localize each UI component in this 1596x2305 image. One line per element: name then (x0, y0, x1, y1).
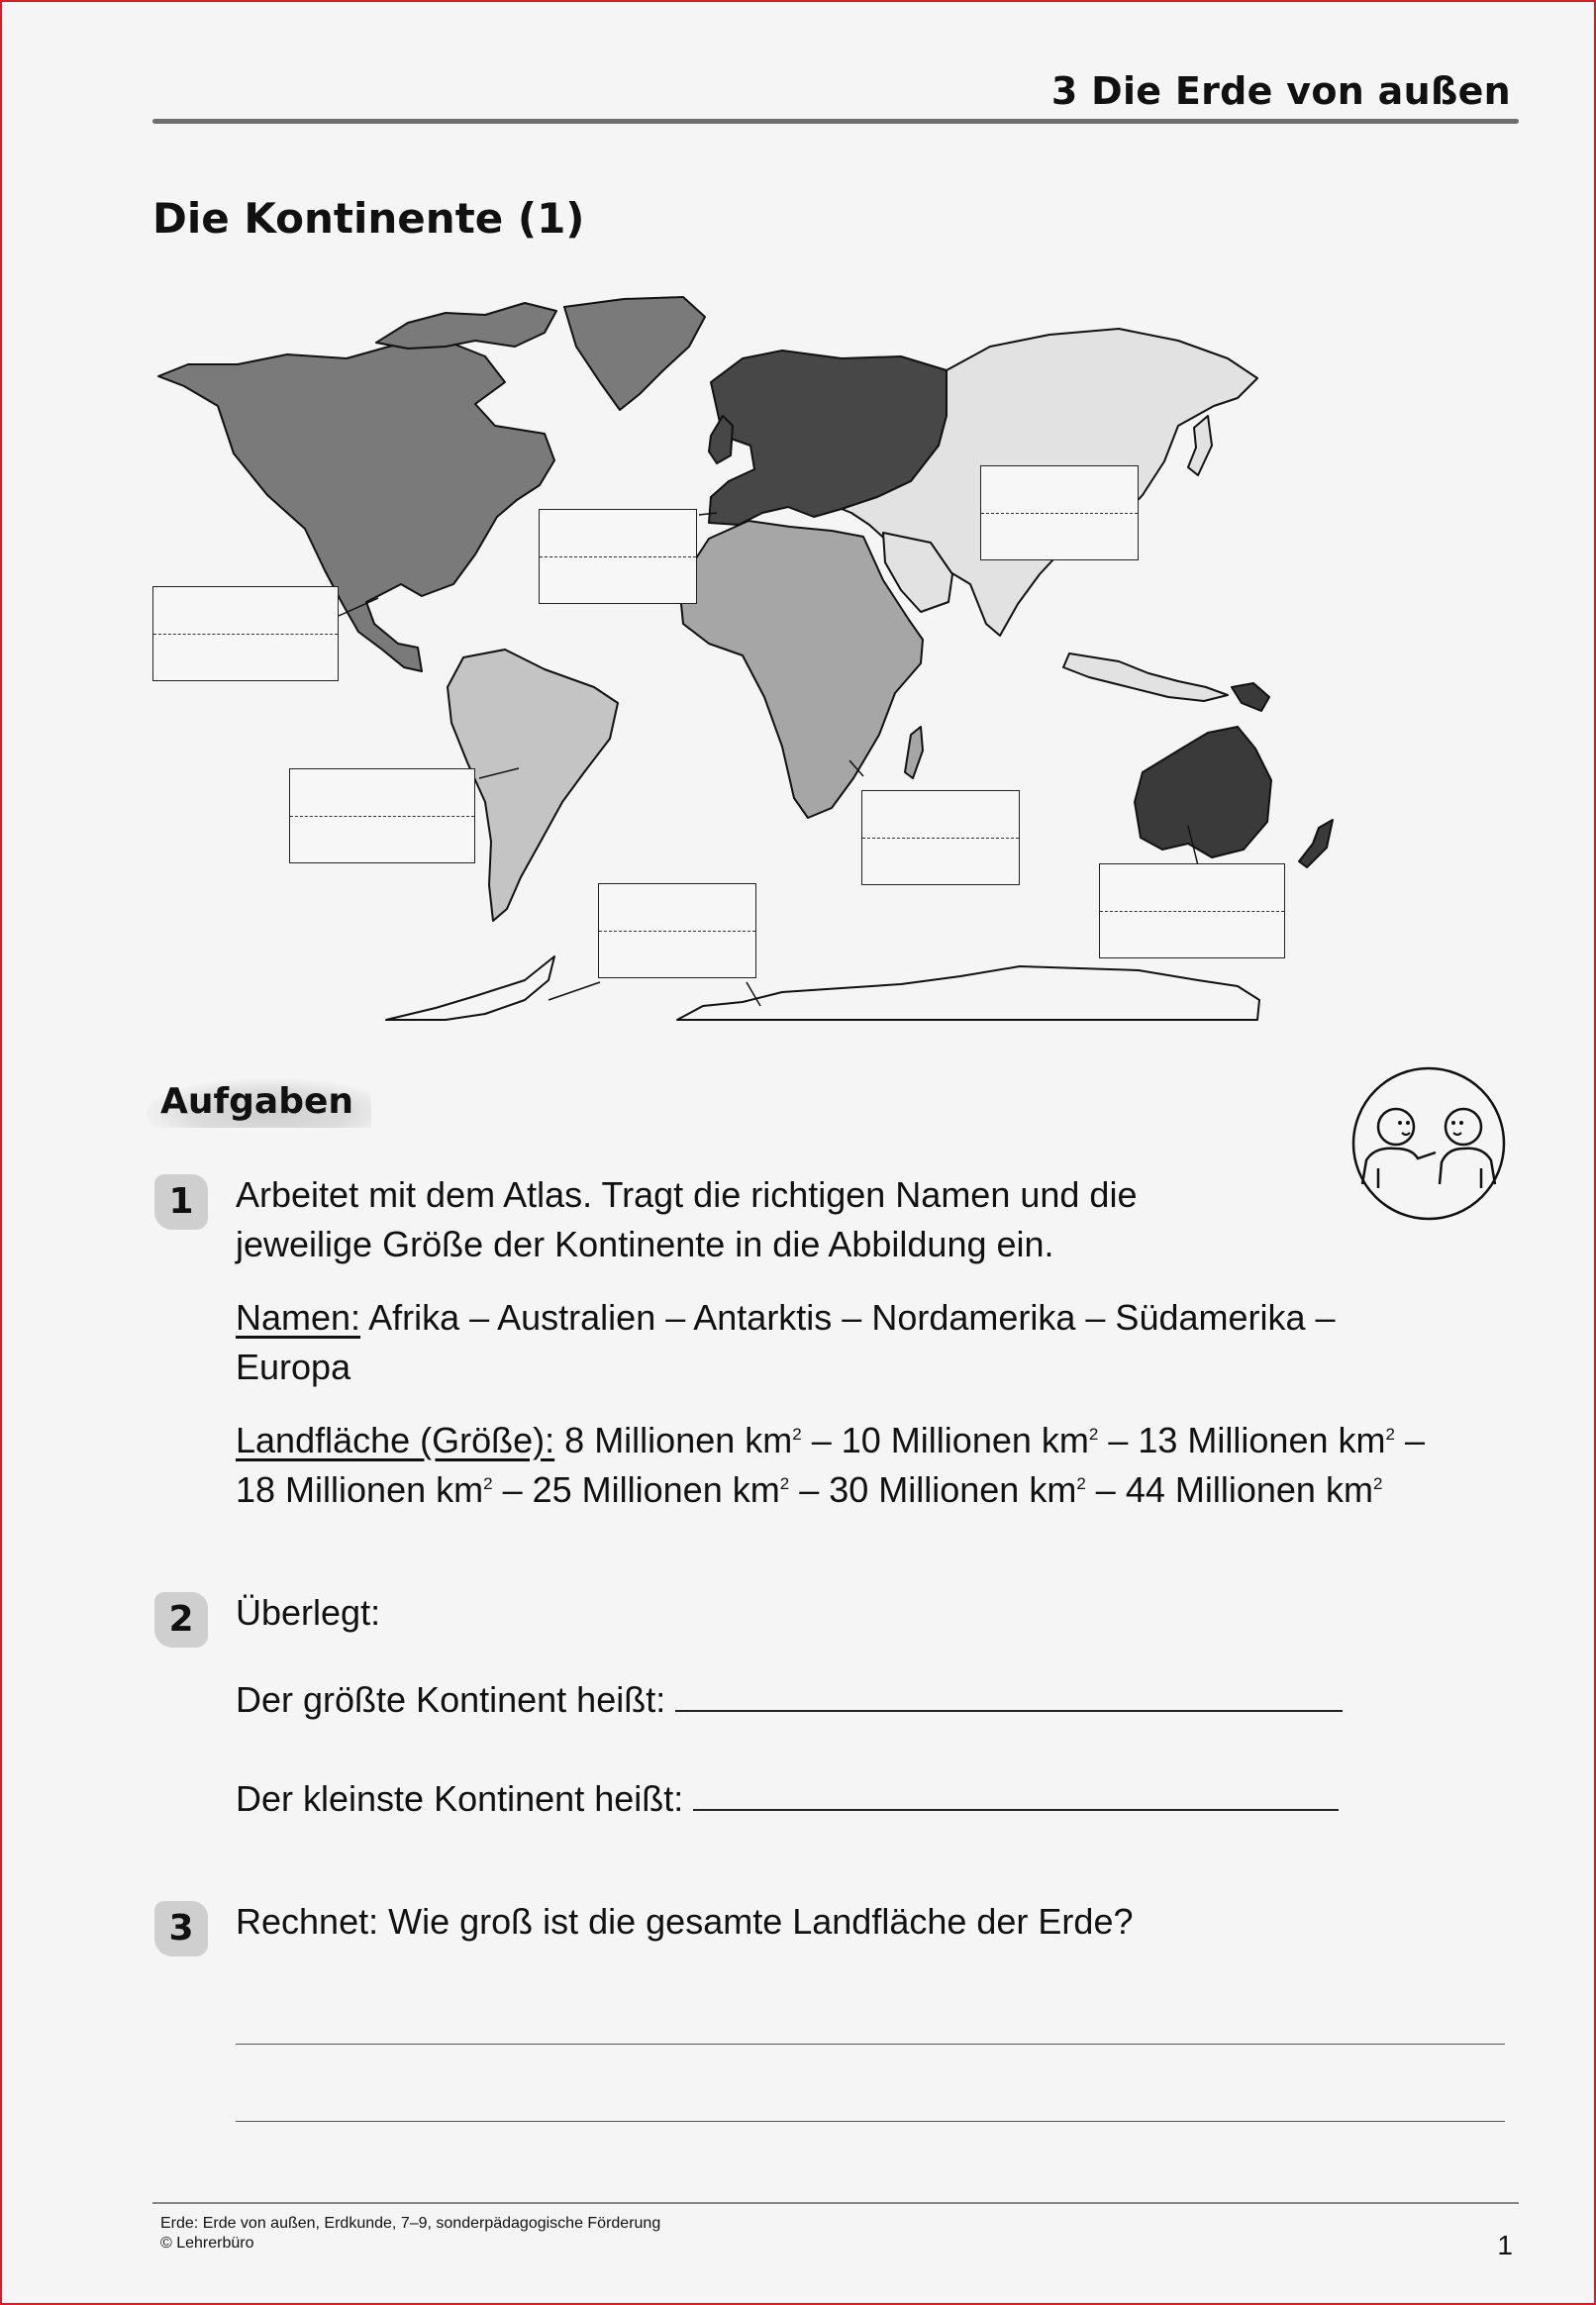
footer-credit (160, 2214, 660, 2254)
area-value: 8 Millionen km (564, 1420, 793, 1460)
largest-answer-line[interactable] (675, 1680, 1343, 1712)
label-box-africa[interactable] (861, 790, 1020, 885)
area-value: 25 Millionen km (532, 1469, 780, 1510)
antarctic-peninsula (386, 956, 554, 1020)
largest-question-label: Der größte Kontinent heißt: (236, 1679, 666, 1720)
footer-rule (152, 2202, 1519, 2204)
task-number-2: 2 (154, 1592, 208, 1648)
dashed-divider (1100, 911, 1284, 912)
page-number: 1 (1497, 2230, 1513, 2260)
task-2-question-smallest (236, 1774, 1339, 1824)
area-exponent: 2 (1372, 1474, 1383, 1493)
section-heading: Aufgaben (147, 1079, 371, 1128)
madagascar (905, 727, 923, 778)
header-rule (152, 119, 1519, 124)
label-box-asia[interactable] (980, 465, 1139, 560)
area-exponent: 2 (1385, 1425, 1395, 1444)
answer-line[interactable] (236, 2121, 1505, 2122)
new-zealand (1299, 820, 1333, 867)
area-exponent: 2 (1076, 1474, 1086, 1493)
dashed-divider (981, 513, 1138, 514)
task-1-line-2: jeweilige Größe der Kontinente in die Abbildung ein. (236, 1224, 1054, 1264)
dashed-divider (153, 634, 338, 635)
southeast-asia-islands (1063, 653, 1228, 701)
connector-line (549, 982, 600, 1000)
task-number-3: 3 (154, 1901, 208, 1956)
smallest-question-label: Der kleinste Kontinent heißt: (236, 1778, 684, 1819)
task-2-question-largest (236, 1675, 1343, 1725)
label-box-south-america[interactable] (289, 768, 475, 863)
area-exponent: 2 (1088, 1425, 1099, 1444)
task-3-instruction: Rechnet: Wie groß ist die gesamte Landfläche der Erde? (236, 1901, 1134, 1942)
area-exponent: 2 (483, 1474, 493, 1493)
names-list: Afrika – Australien – Antarktis – Nordamerika – Südamerika – (360, 1297, 1336, 1338)
continent-greenland (564, 297, 705, 410)
arctic-islands (376, 303, 556, 349)
area-separator: – (789, 1469, 830, 1510)
continent-antarctica (677, 966, 1259, 1020)
area-value: 30 Millionen km (829, 1469, 1077, 1510)
uk-island (709, 416, 733, 463)
smallest-answer-line[interactable] (693, 1779, 1339, 1811)
japan-islands (1188, 416, 1212, 475)
area-value: 44 Millionen km (1125, 1469, 1373, 1510)
dashed-divider (599, 931, 755, 932)
task-1-names (236, 1293, 1336, 1392)
task-number-1: 1 (154, 1174, 208, 1230)
area-exponent: 2 (792, 1425, 802, 1444)
area-value: 10 Millionen km (841, 1420, 1089, 1460)
area-value: 13 Millionen km (1138, 1420, 1386, 1460)
task-1-areas (236, 1416, 1425, 1515)
answer-line[interactable] (236, 2044, 1505, 2045)
dashed-divider (540, 556, 696, 557)
new-guinea (1232, 683, 1269, 711)
label-box-antarctica[interactable] (598, 883, 756, 978)
area-separator: – (1394, 1420, 1425, 1460)
label-box-europe[interactable] (539, 509, 697, 604)
area-label: Landfläche (Größe): (236, 1420, 555, 1460)
task-2-instruction: Überlegt: (236, 1592, 381, 1633)
area-separator: – (1098, 1420, 1139, 1460)
area-separator: – (1085, 1469, 1126, 1510)
footer-copyright: © Lehrerbüro (160, 2235, 254, 2252)
dashed-divider (862, 838, 1019, 839)
areas-line-2 (236, 1465, 1425, 1515)
world-map (149, 287, 1396, 1030)
page-title: Die Kontinente (1) (152, 194, 585, 243)
area-exponent: 2 (779, 1474, 790, 1493)
task-1-line-1: Arbeitet mit dem Atlas. Tragt die richtigen Namen und die (236, 1174, 1138, 1215)
partner-work-icon (1350, 1065, 1507, 1222)
area-value: 18 Millionen km (236, 1469, 484, 1510)
dashed-divider (290, 816, 474, 817)
label-box-australia[interactable] (1099, 863, 1285, 958)
chapter-header: 3 Die Erde von außen (1050, 69, 1511, 113)
label-box-north-america[interactable] (152, 586, 339, 681)
names-list-continued: Europa (236, 1347, 351, 1387)
areas-line-1 (236, 1416, 1425, 1465)
continent-australia (1135, 727, 1271, 857)
area-separator: – (801, 1420, 842, 1460)
task-1-instruction (236, 1170, 1137, 1269)
footer-source: Erde: Erde von außen, Erdkunde, 7–9, sonderpädagogische Förderung (160, 2215, 661, 2232)
area-separator: – (492, 1469, 533, 1510)
names-label: Namen: (236, 1297, 361, 1338)
